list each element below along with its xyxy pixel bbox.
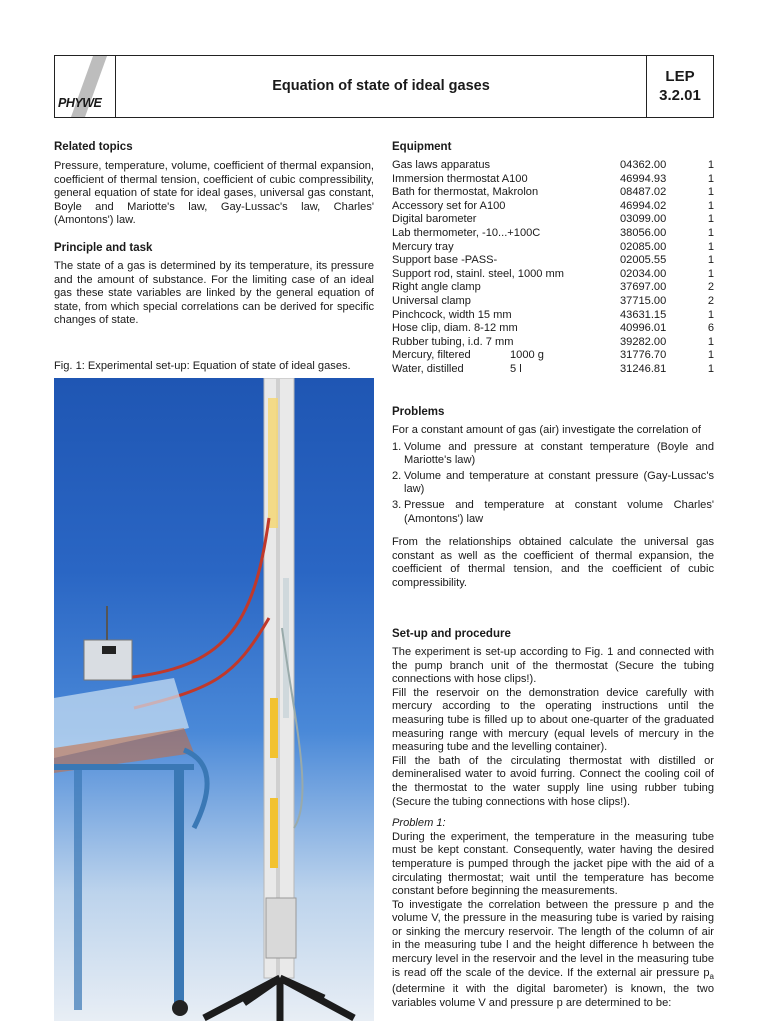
equipment-row	[392, 254, 714, 268]
equipment-name: Gas laws apparatus	[392, 159, 491, 171]
problems-section	[392, 405, 714, 591]
problems-intro: For a constant amount of gas (air) investigate the correlation of	[392, 424, 701, 436]
equipment-order-number: 46994.02	[620, 199, 667, 212]
setup-text: To investigate the correlation between the pressure p and the volume V, the pressure in the measuring tube is varied by raising or sinking the mercury reservoir. The length of the column of air in the measuring tube l and the height difference h between the mercury level in the reservoir and the level in the measuring tube is read off the scale of the device. If the external air pressure p	[392, 898, 714, 979]
equipment-quantity: 5 l	[510, 362, 522, 375]
equipment-order-number: 43631.15	[620, 308, 667, 321]
title-box	[115, 55, 647, 118]
setup-paragraph-final	[392, 899, 714, 1011]
principle-section	[54, 241, 374, 328]
setup-section	[392, 627, 714, 1011]
figure-caption: Fig. 1: Experimental set-up: Equation of state of ideal gases.	[54, 360, 351, 372]
equipment-row	[392, 363, 714, 377]
equipment-count: 1	[707, 240, 714, 253]
setup-paragraph: The experiment is set-up according to Fig. 1 and connected with the pump branch unit of the thermostat (Secure the tubing connections with hose clips!).	[392, 646, 714, 686]
equipment-order-number: 40996.01	[620, 322, 667, 335]
equipment-row	[392, 227, 714, 241]
problem-number: 1.	[392, 440, 402, 453]
problem-text: Volume and temperature at constant pressure (Gay-Lussac's law)	[404, 469, 714, 496]
equipment-count: 1	[707, 349, 714, 362]
equipment-name: Water, distilled 5 l	[392, 362, 522, 375]
lep-box	[646, 55, 714, 118]
equipment-name: Accessory set for A100	[392, 199, 506, 212]
equipment-count: 1	[707, 335, 714, 348]
equipment-row	[392, 159, 714, 173]
equipment-row	[392, 336, 714, 350]
equipment-count: 1	[707, 254, 714, 267]
setup-paragraph: Fill the reservoir on the demonstration device carefully with mercury according to the operating instructions until the measuring tube is filled up to about one-quarter of the graduated measuring range with mercury (equal levels of mercury in the measuring tube and the levelling container).	[392, 686, 714, 754]
equipment-name: Bath for thermostat, Makrolon	[392, 186, 539, 199]
equipment-name: Lab thermometer, -10...+100C	[392, 226, 541, 239]
related-topics-section	[54, 140, 374, 228]
equipment-order-number: 31246.81	[620, 362, 667, 375]
setup-heading: Set-up and procedure	[392, 628, 511, 640]
related-topics-heading: Related topics	[54, 141, 133, 153]
equipment-row	[392, 349, 714, 363]
equipment-name: Immersion thermostat A100	[392, 172, 528, 185]
equipment-name: Mercury, filtered 1000 g	[392, 349, 544, 362]
equipment-section	[392, 140, 714, 377]
setup-paragraph: During the experiment, the temperature in the measuring tube must be kept constant. Consequently, water having the desired temperature is pumped through the jacket pipe with the aid of a circulating thermostat; wait until the temperature has become constant before beginning the measurements.	[392, 830, 714, 898]
equipment-order-number: 02034.00	[620, 267, 667, 280]
equipment-name: Rubber tubing, i.d. 7 mm	[392, 335, 514, 348]
equipment-count: 1	[707, 267, 714, 280]
equipment-row	[392, 173, 714, 187]
problem-text: Pressue and temperature at constant volume Charles' (Amontons') law	[404, 498, 714, 525]
equipment-count: 1	[707, 308, 714, 321]
equipment-count: 1	[707, 159, 714, 171]
problems-outro: From the relationships obtained calculate the universal gas constant as well as the coefficient of thermal expansion, the coefficient of thermal tension, and the coefficient of cubic compressibility.	[392, 536, 714, 589]
pressure-subscript: a	[709, 971, 714, 981]
equipment-count: 1	[707, 213, 714, 226]
page-header	[54, 55, 714, 118]
equipment-row	[392, 200, 714, 214]
problem-text: Volume and pressure at constant temperature (Boyle and Mariotte's law)	[404, 440, 714, 467]
problems-heading: Problems	[392, 406, 445, 418]
equipment-count: 6	[707, 322, 714, 335]
phywe-logo	[54, 55, 116, 118]
equipment-order-number: 46994.93	[620, 172, 667, 185]
equipment-count: 1	[707, 172, 714, 185]
equipment-order-number: 31776.70	[620, 349, 667, 362]
equipment-order-number: 02085.00	[620, 240, 667, 253]
equipment-order-number: 08487.02	[620, 186, 667, 199]
setup-text-end: (determine it with the digital barometer) is known, the two variables volume V and pressure p are determined to be:	[392, 983, 714, 1010]
problem1-label: Problem 1:	[392, 817, 446, 830]
lep-number: 3.2.01	[659, 87, 701, 104]
equipment-order-number: 39282.00	[620, 335, 667, 348]
equipment-count: 1	[707, 186, 714, 199]
equipment-row	[392, 241, 714, 255]
equipment-count: 2	[707, 294, 714, 307]
equipment-count: 2	[707, 281, 714, 294]
problem-number: 2.	[392, 469, 402, 482]
equipment-order-number: 04362.00	[620, 159, 667, 171]
setup-paragraph: Fill the bath of the circulating thermostat with distilled or demineralised water to avoid furring. Connect the cooling coil of the thermostat to the water supply line using rubber tubing (Secure the tubing connections with hose clips!).	[392, 754, 714, 808]
equipment-count: 1	[707, 226, 714, 239]
equipment-count: 1	[707, 362, 714, 375]
equipment-name: Support base -PASS-	[392, 254, 498, 267]
page-title: Equation of state of ideal gases	[272, 78, 490, 94]
equipment-count: 1	[707, 199, 714, 212]
problem-item	[392, 470, 714, 497]
related-topics-text: Pressure, temperature, volume, coefficient of thermal expansion, coefficient of thermal tension, coefficient of cubic compressibility, general equation of state for ideal gases, universal gas constant, Boyle and Mariotte's law, Gay-Lussac's law, Charles' (Amontons') law.	[54, 160, 374, 227]
equipment-row	[392, 309, 714, 323]
logo-text: PHYWE	[58, 96, 102, 110]
equipment-name: Universal clamp	[392, 294, 471, 307]
equipment-list	[392, 159, 714, 377]
equipment-name: Right angle clamp	[392, 281, 481, 294]
equipment-row	[392, 322, 714, 336]
equipment-row	[392, 268, 714, 282]
equipment-order-number: 37715.00	[620, 294, 667, 307]
problems-list	[392, 441, 714, 527]
equipment-quantity: 1000 g	[510, 349, 544, 362]
equipment-row	[392, 281, 714, 295]
equipment-heading: Equipment	[392, 141, 452, 153]
equipment-order-number: 37697.00	[620, 281, 667, 294]
equipment-order-number: 02005.55	[620, 254, 667, 267]
equipment-row	[392, 186, 714, 200]
equipment-order-number: 03099.00	[620, 213, 667, 226]
problem-item	[392, 441, 714, 468]
equipment-name: Digital barometer	[392, 213, 477, 226]
equipment-row	[392, 295, 714, 309]
equipment-name: Pinchcock, width 15 mm	[392, 308, 512, 321]
equipment-name: Hose clip, diam. 8-12 mm	[392, 322, 518, 335]
equipment-name: Mercury tray	[392, 240, 454, 253]
equipment-name: Support rod, stainl. steel, 1000 mm	[392, 267, 565, 280]
equipment-order-number: 38056.00	[620, 226, 667, 239]
experiment-photo	[54, 378, 374, 1021]
lep-label: LEP	[665, 68, 695, 85]
problem-number: 3.	[392, 498, 402, 511]
principle-heading: Principle and task	[54, 242, 153, 254]
problem-item	[392, 499, 714, 526]
principle-text: The state of a gas is determined by its temperature, its pressure and the amount of substance. For the limiting case of an ideal gas these state variables are linked by the general equation of state, from which special correlations can be derived for specific changes of state.	[54, 260, 374, 327]
equipment-row	[392, 213, 714, 227]
